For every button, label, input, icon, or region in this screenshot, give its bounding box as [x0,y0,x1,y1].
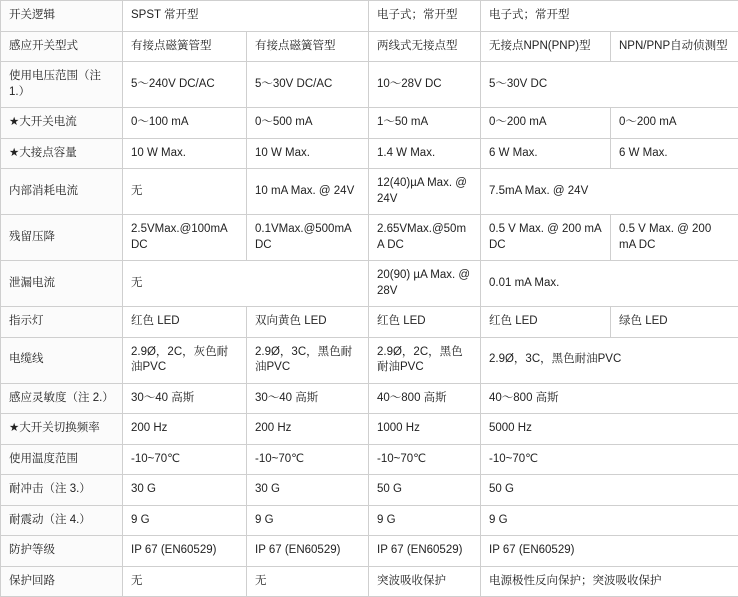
table-cell: 9 G [123,505,247,536]
table-row [1,383,738,414]
table-cell: 2.65VMax.@50mA DC [369,215,481,261]
table-cell: 50 G [481,475,738,506]
specification-table-body [1,1,738,597]
table-cell: 10 mA Max. @ 24V [247,169,369,215]
table-cell: 10 W Max. [247,138,369,169]
table-cell: 50 G [369,475,481,506]
table-cell: 40～800 高斯 [481,383,738,414]
table-cell: 0.01 mA Max. [481,261,738,307]
table-cell: 1000 Hz [369,414,481,445]
table-row [1,414,738,445]
table-cell: 1～50 mA [369,108,481,139]
table-cell: 9 G [247,505,369,536]
table-row [1,307,738,338]
table-cell: IP 67 (EN60529) [247,536,369,567]
table-row [1,505,738,536]
row-label: ★大开关切换频率 [1,414,123,445]
table-cell: -10~70℃ [123,444,247,475]
table-row [1,62,738,108]
row-label: 内部消耗电流 [1,169,123,215]
table-cell: 2.5VMax.@100mA DC [123,215,247,261]
table-cell: 有接点磁簧管型 [247,31,369,62]
table-cell: 30～40 高斯 [247,383,369,414]
table-cell: 2.9Ø，3C，黑色耐油PVC [481,337,738,383]
table-cell: 200 Hz [123,414,247,445]
row-label: 耐震动（注 4.） [1,505,123,536]
table-cell: 1.4 W Max. [369,138,481,169]
table-cell: 无 [123,566,247,597]
table-cell: 2.9Ø，2C，灰色耐油PVC [123,337,247,383]
table-row [1,138,738,169]
table-cell: 30 G [123,475,247,506]
table-cell: 2.9Ø，2C，黑色耐油PVC [369,337,481,383]
table-row [1,566,738,597]
row-label: ★大开关电流 [1,108,123,139]
table-cell: 20(90) µA Max. @ 28V [369,261,481,307]
table-cell: 0～200 mA [611,108,738,139]
table-cell: SPST 常开型 [123,1,369,32]
row-label: 开关逻辑 [1,1,123,32]
row-label: 使用温度范围 [1,444,123,475]
table-row [1,169,738,215]
table-cell: 无 [123,169,247,215]
table-cell: 30～40 高斯 [123,383,247,414]
table-cell: 40～800 高斯 [369,383,481,414]
table-cell: IP 67 (EN60529) [123,536,247,567]
table-cell: 电源极性反向保护；突波吸收保护 [481,566,738,597]
row-label: 保护回路 [1,566,123,597]
table-cell: 电子式；常开型 [369,1,481,32]
row-label: 防护等级 [1,536,123,567]
table-cell: 无 [123,261,369,307]
row-label: 使用电压范围（注 1.） [1,62,123,108]
table-cell: 电子式；常开型 [481,1,738,32]
table-cell: 红色 LED [123,307,247,338]
row-label: 感应灵敏度（注 2.） [1,383,123,414]
row-label: 耐冲击（注 3.） [1,475,123,506]
table-cell: 7.5mA Max. @ 24V [481,169,738,215]
row-label: 泄漏电流 [1,261,123,307]
table-row [1,261,738,307]
table-row [1,31,738,62]
table-cell: 0～100 mA [123,108,247,139]
table-cell: 有接点磁簧管型 [123,31,247,62]
table-cell: 30 G [247,475,369,506]
row-label: ★大接点容量 [1,138,123,169]
table-cell: IP 67 (EN60529) [369,536,481,567]
row-label: 指示灯 [1,307,123,338]
table-cell: 无 [247,566,369,597]
table-row [1,108,738,139]
table-cell: 9 G [369,505,481,536]
table-row [1,475,738,506]
table-cell: 突波吸收保护 [369,566,481,597]
table-cell: 2.9Ø，3C，黑色耐油PVC [247,337,369,383]
table-cell: 两线式无接点型 [369,31,481,62]
table-cell: 10～28V DC [369,62,481,108]
row-label: 感应开关型式 [1,31,123,62]
table-cell: 9 G [481,505,738,536]
table-cell: 5000 Hz [481,414,738,445]
table-cell: 200 Hz [247,414,369,445]
table-cell: 无接点NPN(PNP)型 [481,31,611,62]
table-cell: 红色 LED [481,307,611,338]
row-label: 残留压降 [1,215,123,261]
table-cell: 5～30V DC/AC [247,62,369,108]
table-cell: IP 67 (EN60529) [481,536,738,567]
table-cell: 6 W Max. [611,138,738,169]
table-row [1,337,738,383]
table-cell: -10~70℃ [481,444,738,475]
table-cell: 5～30V DC [481,62,738,108]
table-cell: 12(40)µA Max. @ 24V [369,169,481,215]
table-cell: 0.1VMax.@500mA DC [247,215,369,261]
table-cell: -10~70℃ [247,444,369,475]
table-cell: 绿色 LED [611,307,738,338]
table-cell: 5～240V DC/AC [123,62,247,108]
table-row [1,215,738,261]
table-row [1,444,738,475]
table-cell: 0～200 mA [481,108,611,139]
table-row [1,1,738,32]
table-cell: 0.5 V Max. @ 200 mA DC [611,215,738,261]
table-cell: NPN/PNP自动侦测型 [611,31,738,62]
table-cell: 0.5 V Max. @ 200 mA DC [481,215,611,261]
table-cell: 0～500 mA [247,108,369,139]
row-label: 电缆线 [1,337,123,383]
table-cell: 红色 LED [369,307,481,338]
table-row [1,536,738,567]
table-cell: -10~70℃ [369,444,481,475]
table-cell: 10 W Max. [123,138,247,169]
table-cell: 双向黄色 LED [247,307,369,338]
table-cell: 6 W Max. [481,138,611,169]
